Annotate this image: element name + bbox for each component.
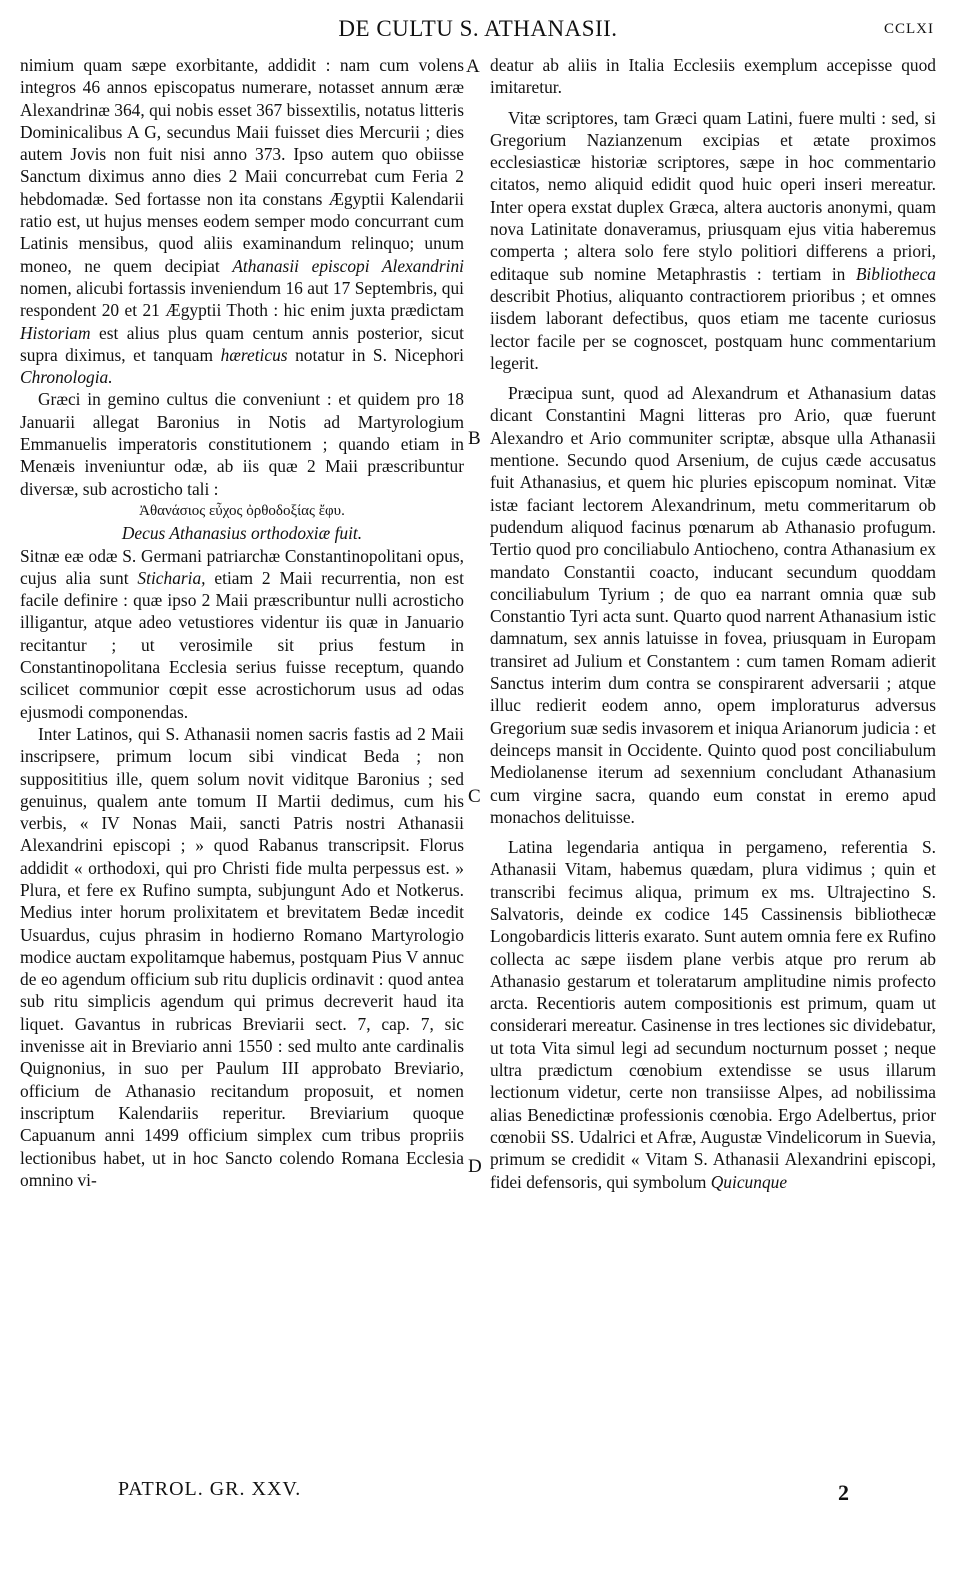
acrostic-translation: Decus Athanasius orthodoxiæ fuit. (121, 523, 363, 544)
paragraph: Vitæ scriptores, tam Græci quam Latini, fuere multi : sed, si Gregorium Nazianzenum excipias et ætate proximos ecclesiasticæ historiæ scriptores, sæpe in hoc commentario citatos, nemo aliquid edidit quod huic operi inseri mereatur. Inter opera exstat duplex Græca, altera auctoris anonymi, quam nova Latinitate donaveramus, priusquam ejus vitia haberemus comperta ; altera solo fere stylo politiori differens a priori, editaque sub nomine Metaphrastis : tertiam in Bibliotheca describit Photius, aliquanto contractiorem prioribus ; et omnes iisdem laborant defectibus, quos etiam me tacente curiosus lector facile per se cognoscet, postquam hunc commentarium legerit. (490, 107, 936, 373)
printer-signature-mark: 2 (838, 1480, 849, 1505)
left-column (20, 54, 464, 1191)
margin-letter-a: A (466, 56, 480, 77)
right-column (490, 54, 936, 1193)
footer-signature-line: PATROL. GR. XXV. (118, 1478, 302, 1500)
paragraph: Græci in gemino cultus die conveniunt : et quidem pro 18 Januarii allegat Baronius in Notis ad Martyrologium Emmanuelis imperatoris constitutionem ; quando etiam in Menæis inveniuntur odæ, ab iis quæ 2 Maii præscribuntur diversæ, sub acrosticho tali : (20, 389, 464, 499)
margin-letter-d: D (468, 1156, 482, 1177)
paragraph: Sitnæ eæ odæ S. Germani patriarchæ Constantinopolitani opus, cujus alia sunt Sticharia, etiam 2 Maii recurrentia, non est facile definire : quæ ipso 2 Maii præscribuntur nulli acrosticho illigantur, atque adeo vetustiores videntur iis quæ in Januario recitantur ; ut verosimile sit prius festum in Constantinopolitana Ecclesia serius fuisse receptum, quando scilicet communior cœpit esse acrostichorum usus ad odas ejusmodi componendas. (20, 545, 464, 722)
margin-letter-b: B (468, 428, 481, 449)
paragraph: Latina legendaria antiqua in pergameno, referentia S. Athanasii Vitam, habemus quædam, plura vidimus ; quin et transcribi fecimus aliqua, primum ex ms. Ultrajectino S. Salvatoris, deinde ex codice 145 Cassinensis bibliothecæ Longobardicis litteris exarato. Sunt autem omnia fere ex Rufino collecta ac sæpe iisdem plane verbis atque pro rerum ab Athanasio gestarum et toleratarum amplitudine nimis profecto arcta. Recentioris autem compositionis est primum, quam ut considerari mereatur. Casinense in tres lectiones sic dividebatur, ut tota Vita simul legi ad secundum nocturnum posset ; neque ultra prædictum cœnobium extendisse se usus illarum lectionum videtur, certe non transiisse Alpes, ad nobilissima alias Benedictinæ professionis cœnobia. Ergo Adelbertus, prior cœnobii SS. Udalrici et Afræ, Augustæ Vindelicorum in Suevia, primum se credidit « Vitam S. Athanasii Alexandrini episcopi, fidei defensoris, qui symbolum Quicunque (490, 837, 936, 1192)
greek-acrostic: Ἀθανάσιος εὖχος ὀρθοδοξίας ἔφυ. (139, 502, 345, 519)
paragraph: deatur ab aliis in Italia Ecclesiis exemplum accepisse quod imitaretur. (490, 55, 936, 98)
page-number: CCLXI (884, 21, 934, 37)
page-header (0, 16, 956, 46)
paragraph: nimium quam sæpe exorbitante, addidit : nam cum volens integros 46 annos episcopatus numerare, notasset annum æræ Alexandrinæ 364, qui nobis esset 367 bissextilis, notatus litteris Dominicalibus A G, secundus Maii fuisset dies Mercurii ; dies autem Jovis non fuit nisi anno 373. Ipso autem quo obiisse Sanctum diximus anno dies 2 Maii concurrebat cum Feria 2 hebdomadæ. Sed fortasse non ita constans Ægyptii Kalendarii ratio est, ut hujus menses eodem semper modo concurrant cum Latinis mensibus, quod aliis examinandum relinquo; unum moneo, ne quem decipiat Athanasii episcopi Alexandrini nomen, alicubi fortassis inveniendum 16 aut 17 Septembris, qui respondent 20 et 21 Ægyptii Thoth : hic enim juxta prædictam Historiam est alius plus quam centum annis posterior, sicut supra diximus, et tanquam hæreticus notatur in S. Nicephori Chronologia. (20, 55, 464, 388)
margin-letter-c: C (468, 786, 481, 807)
running-title: DE CULTU S. ATHANASII. (338, 16, 618, 41)
paragraph: Inter Latinos, qui S. Athanasii nomen sacris fastis ad 2 Maii inscripsere, primum locum sibi vindicat Beda ; non supposititius ille, quem solum novit viditque Baronius ; sed genuinus, qualem ante tomum II Martii dedimus, cum his verbis, « IV Nonas Maii, sancti Patris nostri Athanasii Alexandrini episcopi ; » quod Rabanus transcripsit. Florus addidit « orthodoxi, qui pro Christi fide multa perpessus est. » Plura, et fere ex Rufino sumpta, subjungunt Ado et Notkerus. Medius inter horum prolixitatem et brevitatem Bedæ incedit Usuardus, cujus phrasim in hodierno Romano Martyrologio modice auctam expolitamque habemus, postquam Pius V annuc de eo agendum officium sub ritu duplicis ordinavit : quod antea sub ritu simplicis agendum qui primus decreverit haud ita liquet. Gavantus in rubricas Breviarii sect. 7, cap. 7, sic invenisse ait in Breviario anni 1550 : sed multo ante cardinalis Quignonius, in suo per Paulum III approbato Breviario, officium de Athanasio recitandum proposuit, et nomen inscriptum Kalendariis reperitur. Breviarium quoque Capuanum anni 1499 officium simplex cum tribus propriis lectionibus habet, ut in hoc Sancto colendo Romana Ecclesia omnino vi- (20, 723, 464, 1190)
paragraph: Præcipua sunt, quod ad Alexandrum et Athanasium datas dicant Constantini Magni litteras pro Ario, quæ fuerunt Alexandro et Ario communiter scriptæ, absque ulla Athanasii mentione. Secundo quod Arsenium, de cujus cæde accusatus fuit Athanasius, et quem hic pluries episcopum nominat. Vitæ istæ faciant lectorem Alexandrinum, metu commeritarum ob pudendum aliquod facinus pœnarum ab Athanasio profugum. Tertio quod pro conciliabulo Antiocheno, contra Athanasium ex mandato Constantii coacto, inducant secundum quoddam conciliabulum Tyrium ; de quo ea narrant omnia quæ sub Constantio Tyri acta sunt. Quarto quod narrent Athanasium istic damnatum, sex annis latuisse in fovea, priusquam in Europam transiret ad Julium et Constantem : cum tamen Romam adierit Sanctus interim dum contra se conspirarent adversarii ; atque illuc redierit eodem anno, opem imploraturus adversus Gregorium suæ sedis invasorem et iniqua Arianorum judicia : et deinceps mansit in Occidente. Quinto quod post conciliabulum Mediolanense iterum ad sexennium concludant Athanasium cum virgine sacra, quando eum constat in eremo apud monachos delituisse. (490, 383, 936, 827)
